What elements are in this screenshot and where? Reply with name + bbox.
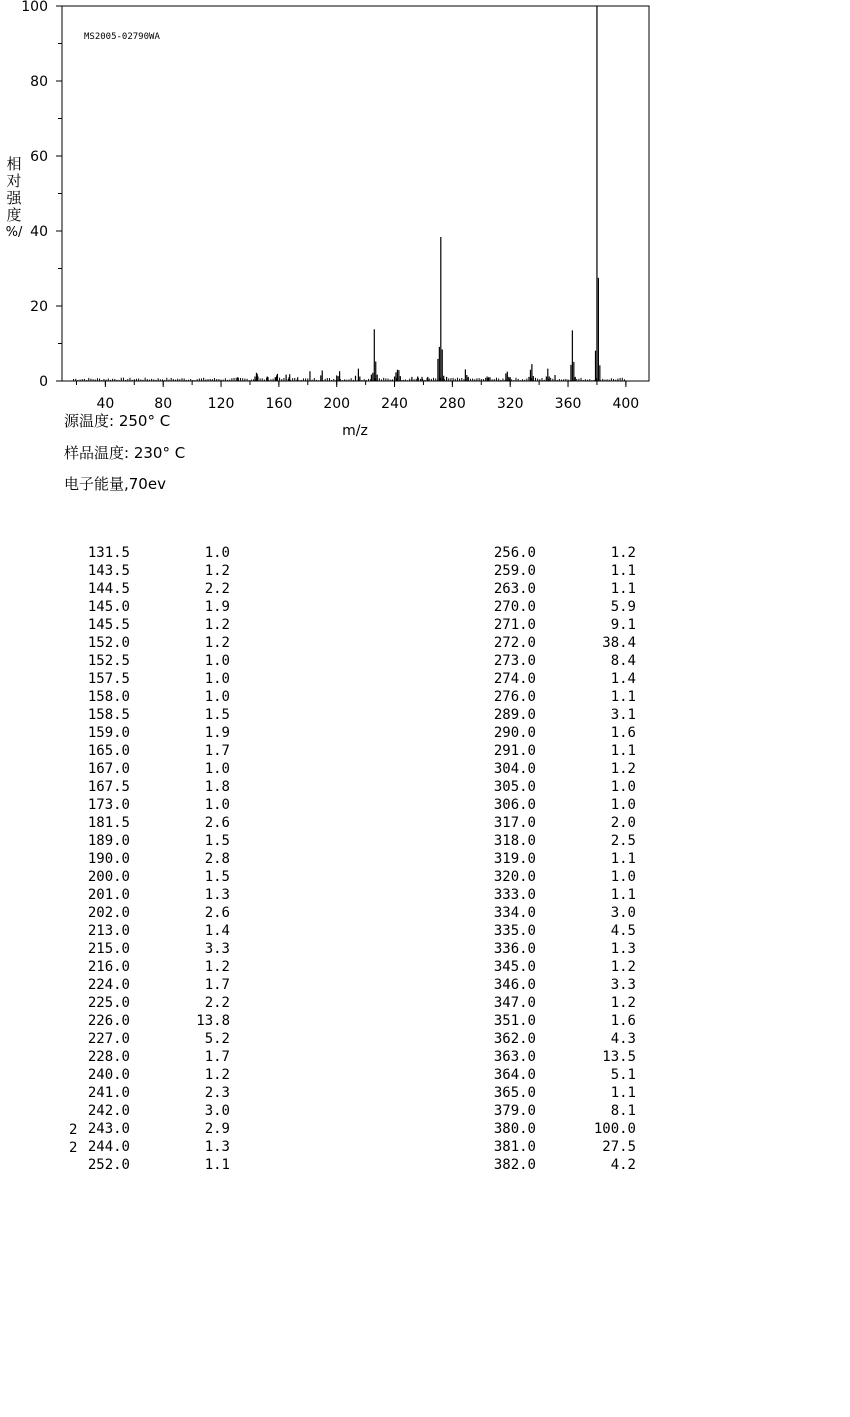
peak-table-row xyxy=(456,1048,656,1066)
peak-table-row xyxy=(50,958,250,976)
x-tick-label: 240 xyxy=(381,396,408,412)
y-axis xyxy=(21,0,62,390)
peak-abundance: 13.5 xyxy=(602,1049,636,1065)
peak-mz: 304.0 xyxy=(493,761,536,777)
peak-table-row xyxy=(456,1030,656,1048)
peak-table-row xyxy=(50,742,250,760)
peak-abundance: 1.7 xyxy=(204,743,230,759)
peak-abundance: 2.3 xyxy=(204,1085,230,1101)
peak-mz: 336.0 xyxy=(493,941,536,957)
peak-table-row xyxy=(50,994,250,1012)
peak-table-row xyxy=(456,850,656,868)
peak-table-row xyxy=(456,778,656,796)
peak-table-row xyxy=(456,742,656,760)
peak-mz: 190.0 xyxy=(87,851,130,867)
peak-mz: 143.5 xyxy=(87,563,130,579)
peak-mz: 173.0 xyxy=(87,797,130,813)
peak-abundance: 27.5 xyxy=(602,1139,636,1155)
sample-temperature: 样品温度: 230° C xyxy=(64,444,186,462)
peak-abundance: 1.3 xyxy=(204,887,230,903)
peak-table-row xyxy=(456,1012,656,1030)
peak-mz: 216.0 xyxy=(87,959,130,975)
x-tick-label: 320 xyxy=(496,396,524,412)
sample-id: MS2005-02790WA xyxy=(84,32,160,42)
peak-abundance: 2.6 xyxy=(204,815,230,831)
peak-table-row xyxy=(456,724,656,742)
peak-table-row xyxy=(50,1084,250,1102)
peak-table-row xyxy=(50,598,250,616)
peak-abundance: 4.5 xyxy=(610,923,636,939)
peak-table-row xyxy=(456,652,656,670)
x-tick-label: 360 xyxy=(554,396,582,412)
peak-table-row xyxy=(456,868,656,886)
x-tick-label: 80 xyxy=(154,396,173,412)
peak-table-row xyxy=(456,706,656,724)
peak-mz: 276.0 xyxy=(493,689,536,705)
peak-abundance: 1.2 xyxy=(610,761,636,777)
peak-abundance: 1.0 xyxy=(610,797,636,813)
peak-mz: 157.5 xyxy=(87,671,130,687)
peak-table-row xyxy=(50,652,250,670)
peak-mz: 347.0 xyxy=(493,995,536,1011)
peak-abundance: 1.1 xyxy=(610,887,636,903)
peak-mz: 335.0 xyxy=(493,923,536,939)
peak-mz: 144.5 xyxy=(87,581,130,597)
peak-table-row xyxy=(50,1012,250,1030)
peak-mz: 274.0 xyxy=(493,671,536,687)
peak-table-row xyxy=(50,1156,250,1174)
peak-abundance: 1.5 xyxy=(204,833,230,849)
peak-table-row xyxy=(456,616,656,634)
peak-mz: 270.0 xyxy=(493,599,536,615)
peak-abundance: 2.9 xyxy=(204,1121,230,1137)
peak-mz: 145.5 xyxy=(87,617,130,633)
x-axis-label: m/z xyxy=(342,423,368,439)
peak-abundance: 8.1 xyxy=(610,1103,636,1119)
x-axis xyxy=(76,381,639,412)
peak-mz: 152.5 xyxy=(87,653,130,669)
peak-table-row xyxy=(456,1084,656,1102)
peak-mz: 363.0 xyxy=(493,1049,536,1065)
peak-abundance: 1.0 xyxy=(204,545,230,561)
peak-table-row xyxy=(456,1156,656,1174)
y-tick-label: 80 xyxy=(30,74,48,90)
peak-mz: 167.5 xyxy=(87,779,130,795)
peak-table-row xyxy=(456,940,656,958)
peak-abundance: 2.2 xyxy=(204,995,230,1011)
peak-mz: 131.5 xyxy=(87,545,130,561)
peak-mz: 334.0 xyxy=(493,905,536,921)
peak-table-row xyxy=(50,904,250,922)
y-label-char: 对 xyxy=(6,172,22,190)
peak-abundance: 1.2 xyxy=(610,545,636,561)
peak-abundance: 1.7 xyxy=(204,1049,230,1065)
peak-table-row xyxy=(50,778,250,796)
peak-abundance: 3.0 xyxy=(204,1103,230,1119)
peak-abundance: 1.0 xyxy=(610,869,636,885)
peak-mz: 272.0 xyxy=(493,635,536,651)
peak-mz: 256.0 xyxy=(493,545,536,561)
peak-abundance: 2.5 xyxy=(610,833,636,849)
peak-abundance: 1.1 xyxy=(610,563,636,579)
peak-table-row xyxy=(50,724,250,742)
peak-abundance: 1.7 xyxy=(204,977,230,993)
peak-abundance: 1.1 xyxy=(610,689,636,705)
peak-mz: 379.0 xyxy=(493,1103,536,1119)
peak-table-row xyxy=(50,616,250,634)
peak-abundance: 13.8 xyxy=(196,1013,230,1029)
peak-abundance: 1.2 xyxy=(610,995,636,1011)
peak-table-row xyxy=(456,544,656,562)
peak-mz: 244.0 xyxy=(87,1139,130,1155)
peak-table-row xyxy=(50,1120,250,1138)
peak-mz: 189.0 xyxy=(87,833,130,849)
peak-table-row xyxy=(50,868,250,886)
peak-table-row xyxy=(456,562,656,580)
peak-mz: 181.5 xyxy=(87,815,130,831)
peak-abundance: 1.0 xyxy=(204,689,230,705)
peak-mz: 380.0 xyxy=(493,1121,536,1137)
peak-table-row xyxy=(50,688,250,706)
peak-abundance: 38.4 xyxy=(602,635,636,651)
peak-abundance: 1.0 xyxy=(204,761,230,777)
y-axis-label xyxy=(4,156,24,241)
peak-abundance: 1.5 xyxy=(204,707,230,723)
peak-table-row xyxy=(50,850,250,868)
peak-abundance: 1.0 xyxy=(610,779,636,795)
peak-mz: 243.0 xyxy=(87,1121,130,1137)
peak-table-row xyxy=(456,670,656,688)
y-tick-label: 40 xyxy=(30,224,48,240)
peak-abundance: 1.0 xyxy=(204,653,230,669)
peak-table-row xyxy=(50,1030,250,1048)
peak-table-row xyxy=(50,634,250,652)
peak-mz: 271.0 xyxy=(493,617,536,633)
peak-abundance: 1.1 xyxy=(204,1157,230,1173)
peak-table-row xyxy=(50,670,250,688)
peak-mz: 263.0 xyxy=(493,581,536,597)
peak-mz: 351.0 xyxy=(493,1013,536,1029)
peak-table-row xyxy=(456,886,656,904)
peak-table-row xyxy=(50,922,250,940)
peak-table-row xyxy=(456,1066,656,1084)
stray-mark: 2 xyxy=(69,1140,78,1156)
peak-table-row xyxy=(50,796,250,814)
peak-mz: 365.0 xyxy=(493,1085,536,1101)
x-tick-label: 200 xyxy=(323,396,351,412)
peak-abundance: 4.2 xyxy=(610,1157,636,1173)
x-tick-label: 160 xyxy=(265,396,293,412)
peak-table-row xyxy=(456,1102,656,1120)
peak-mz: 291.0 xyxy=(493,743,536,759)
peak-mz: 200.0 xyxy=(87,869,130,885)
peak-mz: 259.0 xyxy=(493,563,536,579)
peak-abundance: 1.6 xyxy=(610,725,636,741)
peak-table-row xyxy=(50,814,250,832)
source-temperature: 源温度: 250° C xyxy=(64,412,171,430)
peak-abundance: 3.3 xyxy=(204,941,230,957)
peak-abundance: 1.0 xyxy=(204,797,230,813)
peak-mz: 158.5 xyxy=(87,707,130,723)
peak-mz: 226.0 xyxy=(87,1013,130,1029)
peak-mz: 345.0 xyxy=(493,959,536,975)
peak-mz: 318.0 xyxy=(493,833,536,849)
y-label-char: 强 xyxy=(6,189,22,207)
y-tick-label: 0 xyxy=(39,374,48,390)
peak-table-row xyxy=(50,544,250,562)
peak-abundance: 1.2 xyxy=(204,635,230,651)
peak-table-row xyxy=(50,1102,250,1120)
peak-abundance: 9.1 xyxy=(610,617,636,633)
peak-abundance: 1.2 xyxy=(204,617,230,633)
peak-abundance: 1.6 xyxy=(610,1013,636,1029)
peak-mz: 317.0 xyxy=(493,815,536,831)
peak-mz: 159.0 xyxy=(87,725,130,741)
peak-abundance: 1.1 xyxy=(610,851,636,867)
peak-abundance: 5.1 xyxy=(610,1067,636,1083)
peak-abundance: 2.8 xyxy=(204,851,230,867)
peak-table-row xyxy=(50,976,250,994)
peak-table-row xyxy=(50,1048,250,1066)
peak-mz: 165.0 xyxy=(87,743,130,759)
peak-mz: 252.0 xyxy=(87,1157,130,1173)
electron-energy: 电子能量,70ev xyxy=(64,475,166,493)
minor-peaks xyxy=(74,378,625,381)
peak-table-row xyxy=(456,1120,656,1138)
peak-table-row xyxy=(456,994,656,1012)
peak-abundance: 1.9 xyxy=(204,599,230,615)
peak-abundance: 1.2 xyxy=(204,959,230,975)
peak-table-left xyxy=(50,544,250,1174)
peak-abundance: 1.3 xyxy=(204,1139,230,1155)
peak-abundance: 8.4 xyxy=(610,653,636,669)
peak-abundance: 1.1 xyxy=(610,743,636,759)
peak-mz: 215.0 xyxy=(87,941,130,957)
peak-table-row xyxy=(456,922,656,940)
peak-abundance: 1.1 xyxy=(610,581,636,597)
peak-table-row xyxy=(50,1138,250,1156)
peak-table-row xyxy=(456,1138,656,1156)
peak-table-row xyxy=(456,634,656,652)
peak-abundance: 3.3 xyxy=(610,977,636,993)
peak-abundance: 1.2 xyxy=(204,1067,230,1083)
peak-table-row xyxy=(50,832,250,850)
peak-abundance: 5.2 xyxy=(204,1031,230,1047)
peak-table-row xyxy=(50,562,250,580)
stray-mark: 2 xyxy=(69,1122,78,1138)
peak-table-row xyxy=(456,796,656,814)
peak-abundance: 1.5 xyxy=(204,869,230,885)
peak-mz: 152.0 xyxy=(87,635,130,651)
peak-mz: 240.0 xyxy=(87,1067,130,1083)
peak-abundance: 1.2 xyxy=(610,959,636,975)
peak-table-row xyxy=(456,958,656,976)
x-tick-label: 400 xyxy=(612,396,640,412)
peak-mz: 273.0 xyxy=(493,653,536,669)
y-tick-label: 60 xyxy=(30,149,48,165)
peak-abundance: 5.9 xyxy=(610,599,636,615)
peak-abundance: 1.1 xyxy=(610,1085,636,1101)
peak-table-row xyxy=(456,904,656,922)
peak-mz: 290.0 xyxy=(493,725,536,741)
peak-table-row xyxy=(50,760,250,778)
peak-table-row xyxy=(50,886,250,904)
peak-mz: 242.0 xyxy=(87,1103,130,1119)
peak-mz: 224.0 xyxy=(87,977,130,993)
y-label-char: 相 xyxy=(6,155,22,173)
peak-table-row xyxy=(50,1066,250,1084)
peak-mz: 158.0 xyxy=(87,689,130,705)
peak-mz: 381.0 xyxy=(493,1139,536,1155)
peak-mz: 382.0 xyxy=(493,1157,536,1173)
peak-mz: 346.0 xyxy=(493,977,536,993)
peak-table-row xyxy=(456,976,656,994)
peak-abundance: 1.2 xyxy=(204,563,230,579)
peak-mz: 306.0 xyxy=(493,797,536,813)
peak-bars xyxy=(238,6,600,381)
peak-abundance: 1.4 xyxy=(204,923,230,939)
y-tick-label: 20 xyxy=(30,299,48,315)
peak-mz: 225.0 xyxy=(87,995,130,1011)
peak-table-row xyxy=(456,688,656,706)
peak-mz: 145.0 xyxy=(87,599,130,615)
peak-abundance: 100.0 xyxy=(593,1121,636,1137)
peak-mz: 228.0 xyxy=(87,1049,130,1065)
peak-table-row xyxy=(456,832,656,850)
peak-mz: 319.0 xyxy=(493,851,536,867)
peak-mz: 227.0 xyxy=(87,1031,130,1047)
peak-table-row xyxy=(456,580,656,598)
peak-mz: 241.0 xyxy=(87,1085,130,1101)
peak-abundance: 3.1 xyxy=(610,707,636,723)
peak-abundance: 1.4 xyxy=(610,671,636,687)
peak-abundance: 2.2 xyxy=(204,581,230,597)
peak-table-row xyxy=(50,940,250,958)
peak-abundance: 4.3 xyxy=(610,1031,636,1047)
peak-table-right xyxy=(456,544,656,1174)
y-label-char: %/ xyxy=(5,225,23,240)
peak-table-row xyxy=(456,814,656,832)
peak-mz: 333.0 xyxy=(493,887,536,903)
peak-mz: 167.0 xyxy=(87,761,130,777)
y-label-char: 度 xyxy=(6,206,22,224)
peak-mz: 362.0 xyxy=(493,1031,536,1047)
peak-mz: 320.0 xyxy=(493,869,536,885)
peak-mz: 201.0 xyxy=(87,887,130,903)
x-tick-label: 40 xyxy=(96,396,115,412)
peak-abundance: 1.8 xyxy=(204,779,230,795)
peak-abundance: 3.0 xyxy=(610,905,636,921)
y-tick-label: 100 xyxy=(21,0,48,15)
peak-abundance: 1.0 xyxy=(204,671,230,687)
x-tick-label: 280 xyxy=(439,396,466,412)
plot-frame xyxy=(62,6,649,381)
peak-abundance: 1.3 xyxy=(610,941,636,957)
peak-mz: 202.0 xyxy=(87,905,130,921)
peak-table-row xyxy=(50,580,250,598)
x-tick-label: 120 xyxy=(207,396,235,412)
peak-mz: 305.0 xyxy=(493,779,536,795)
peak-abundance: 2.0 xyxy=(610,815,636,831)
peak-abundance: 2.6 xyxy=(204,905,230,921)
mass-spectrum-chart xyxy=(0,0,850,445)
peak-abundance: 1.9 xyxy=(204,725,230,741)
peak-table-row xyxy=(456,760,656,778)
peak-mz: 213.0 xyxy=(87,923,130,939)
peak-mz: 289.0 xyxy=(493,707,536,723)
peak-table-row xyxy=(456,598,656,616)
peak-mz: 364.0 xyxy=(493,1067,536,1083)
peak-table-row xyxy=(50,706,250,724)
